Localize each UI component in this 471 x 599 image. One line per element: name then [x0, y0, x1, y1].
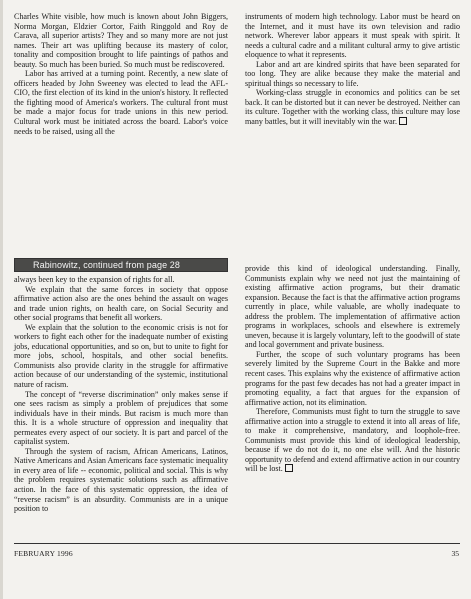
continuation-label: Rabinowitz, continued from page 28 [33, 260, 180, 270]
paragraph: always been key to the expansion of rights for all. [14, 275, 175, 284]
paragraph: Charles White visible, how much is known about John Biggers, Norma Morgan, Eldzier Cortor, Faith Ringgold and Roy de Carava, all superior artists? They and so many more are not just names. Their art was uplifting because its mastery of color, tonality and composition brought to life paintings of pathos and beauty. So much has been buried. So much must be rediscovered. [14, 12, 228, 69]
top-right-column [245, 12, 460, 127]
end-mark-icon [285, 464, 293, 472]
continuation-banner [14, 258, 228, 272]
paragraph: Further, the scope of such voluntary programs has been severely limited by the Supreme Court in the Bakke and more recent cases. This explains why the existence of affirmative action programs for the past few decades has not had a greater impact in promoting equality, a fact that argues for the expansion of affirmative action, not its elimination. [245, 349, 460, 407]
end-mark-icon [399, 117, 407, 125]
paragraph: Through the system of racism, African Americans, Latinos, Native Americans and Asian Americans face systematic inequality in every area of life -- economic, political and social. This is why the problem requires systematic solutions such as affirmative action. In the face of this systematic oppression, the idea of “reverse racism” is an absurdity. Communists are in a unique position to [14, 446, 228, 514]
paragraph: We explain that the same forces in society that oppose affirmative action also are the ones behind the assault on wages and trade union rights, on health care, on Social Security and other social programs that benefit all workers. [14, 284, 228, 323]
paragraph: instruments of modern high technology. Labor must be heard on the Internet, and it must have its own television and radio network. Wherever labor appears it must speak with spirit. It needs a cultural cadre and a militant cultural army to give artistic eloquence to what it represents. [245, 12, 460, 60]
paragraph: The concept of “reverse discrimination” only makes sense if one sees racism as simply a problem of prejudices that some individuals have in their minds. But racism is much more than this. It is a whole structure of oppression and inequality that permeates every aspect of our society. It is part and parcel of the capitalist system. [14, 389, 228, 447]
paragraph: Working-class struggle in economics and politics can be set back. It can be distorted but it can never be destroyed. Neither can its culture. Together with the working class, this culture may lose many battles, but it will inevitably win the war. [245, 88, 460, 127]
top-left-column [14, 12, 228, 136]
bottom-left-column [14, 275, 228, 514]
paragraph: Labor and art are kindred spirits that have been separated for too long. They are alike because they make the material and spiritual things so necessary to life. [245, 59, 460, 88]
paragraph: provide this kind of ideological understanding. Finally, Communists explain why we need not just the maintaining of existing affirmative action programs, but their dramatic expansion. Because the fact is that the affirmative action programs currently in place, while valuable, are wholly inadequate to address the problem. The implementation of affirmative action programs in workplaces, schools and elsewhere is extremely uneven, because it is largely voluntary, left to the goodwill of state and local government and private business. [245, 264, 460, 350]
footer-rule [14, 543, 460, 544]
issue-date: FEBRUARY 1996 [14, 549, 73, 558]
paragraph: We explain that the solution to the economic crisis is not for workers to fight each other for the inadequate number of existing jobs, educational opportunities, and so on, but to unite to fight for more jobs, school, hospitals, and other social benefits. Communists also provide clarity in the struggle for affirmative action because of our understanding of the systemic, institutional nature of racism. [14, 322, 228, 390]
bottom-right-column [245, 264, 460, 474]
paragraph: Therefore, Communists must fight to turn the struggle to save affirmative action into a struggle to extend it into all areas of life, to make it comprehensive, mandatory, and loophole-free. Communists must provide this kind of ideological leadership, because if we do not do it, no one else will. And the historic opportunity to defend and extend affirmative action in our country will be lost. [245, 407, 460, 474]
paragraph: Labor has arrived at a turning point. Recently, a new slate of officers headed by John Sweeney was elected to lead the AFL-CIO, the first election of its kind in the union's history. It reflected the fighting mood of America's workers. The cultural front must be made a major focus for trade unions in this new period. Cultural work must be initiated across the board. Labor's voice needs to be raised, using all the [14, 69, 228, 136]
page-number: 35 [451, 549, 459, 558]
page-edge-shadow [0, 0, 3, 599]
